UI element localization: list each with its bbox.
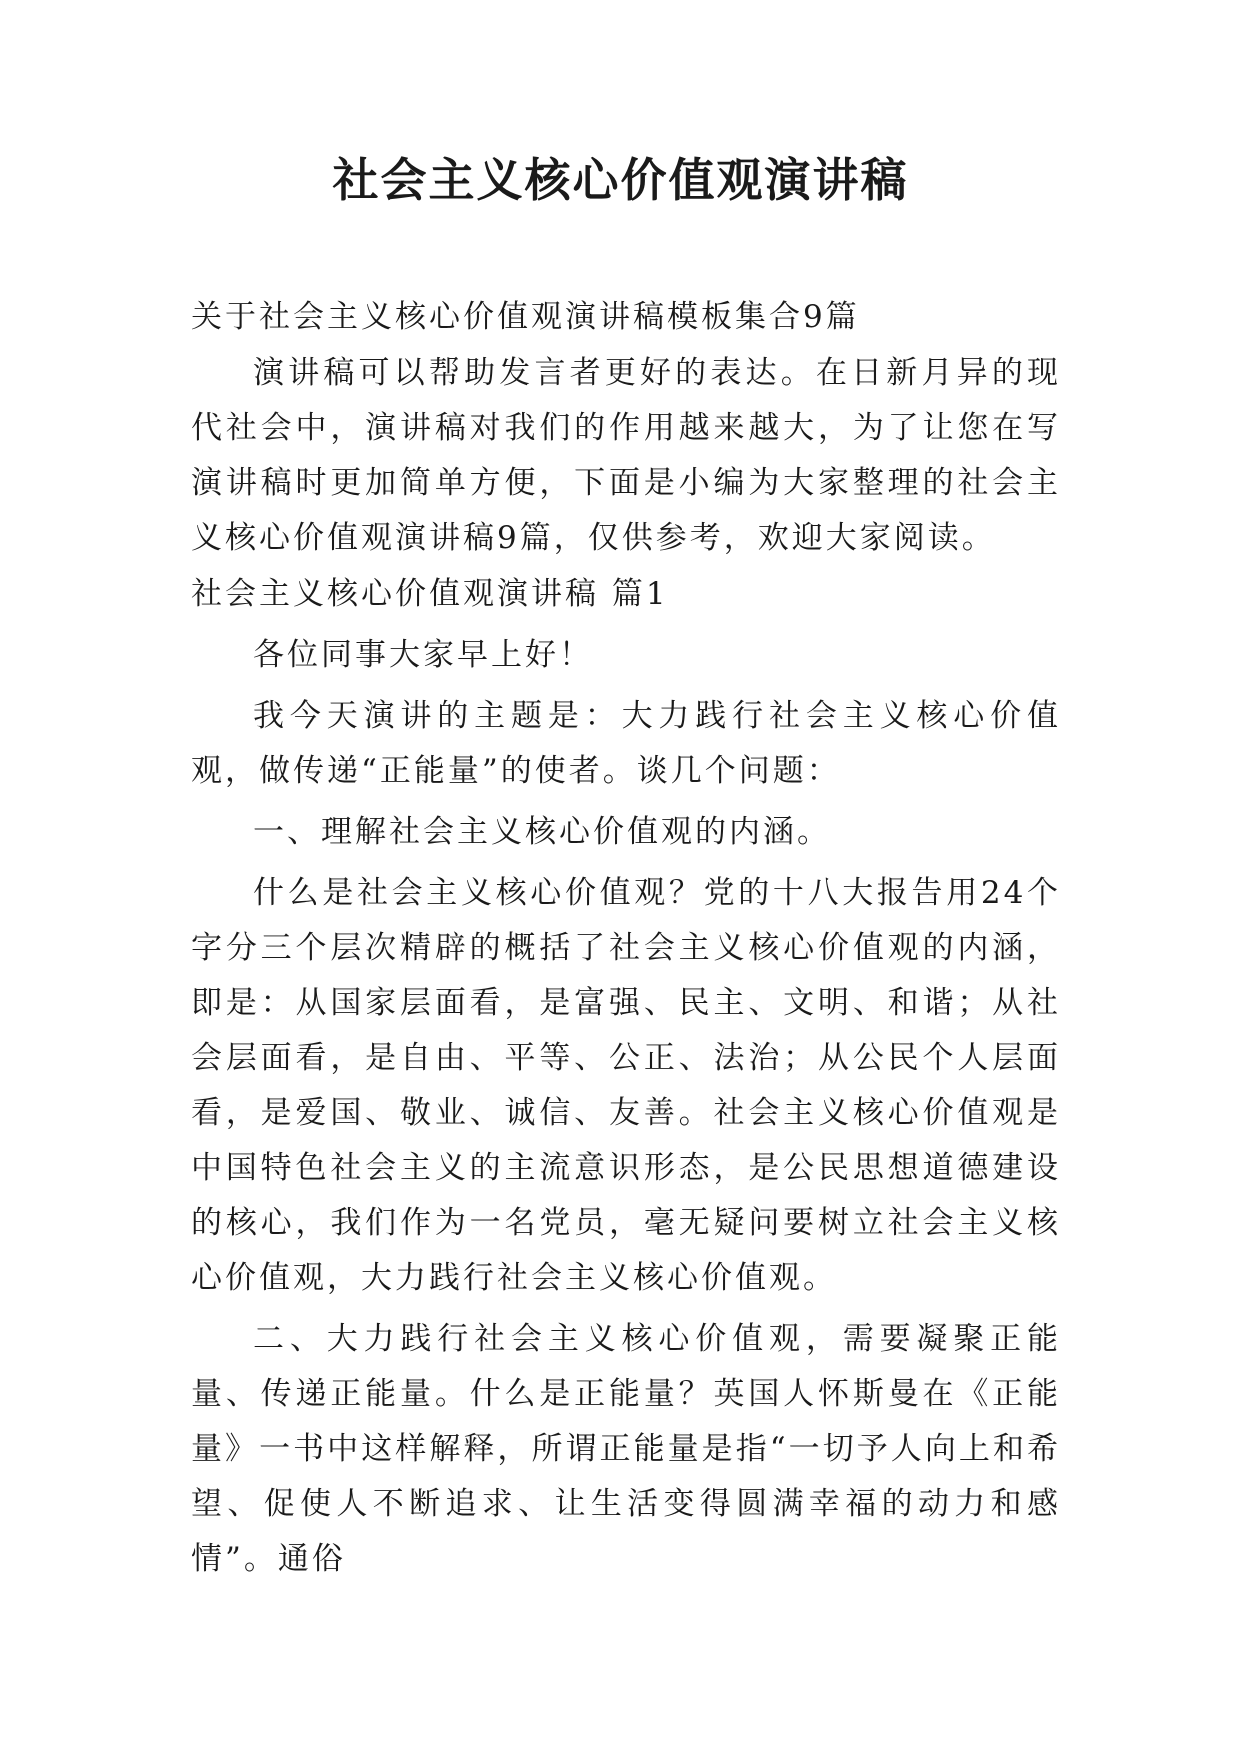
paragraph-greeting: 各位同事大家早上好！	[253, 637, 593, 673]
paragraph-point-one: 一、理解社会主义核心价值观的内涵。	[253, 814, 831, 850]
paragraph-point-two: 二、大力践行社会主义核心价值观，需要凝聚正能量、传递正能量。什么是正能量？英国人怀斯曼在《正能量》一书中这样解释，所谓正能量是指“一切予人向上和希望、促使人不断追求、让生活变得圆满幸福的动力和感情”。通俗	[191, 1321, 1061, 1577]
document-body	[191, 290, 1061, 1587]
section-heading: 社会主义核心价值观演讲稿 篇1	[191, 576, 669, 612]
paragraph-definition: 什么是社会主义核心价值观？党的十八大报告用24个字分三个层次精辟的概括了社会主义核心价值观的内涵，即是：从国家层面看，是富强、民主、文明、和谐；从社会层面看，是自由、平等、公正、法治；从公民个人层面看，是爱国、敬业、诚信、友善。社会主义核心价值观是中国特色社会主义的主流意识形态，是公民思想道德建设的核心，我们作为一名党员，毫无疑问要树立社会主义核心价值观，大力践行社会主义核心价值观。	[191, 875, 1061, 1296]
document-title: 社会主义核心价值观演讲稿	[332, 153, 909, 207]
intro-paragraph: 演讲稿可以帮助发言者更好的表达。在日新月异的现代社会中，演讲稿对我们的作用越来越大，为了让您在写演讲稿时更加简单方便，下面是小编为大家整理的社会主义核心价值观演讲稿9篇，仅供参考，欢迎大家阅读。	[191, 355, 1061, 556]
document-subtitle: 关于社会主义核心价值观演讲稿模板集合9篇	[191, 299, 860, 335]
paragraph-topic: 我今天演讲的主题是：大力践行社会主义核心价值观，做传递“正能量”的使者。谈几个问题：	[191, 698, 1061, 789]
